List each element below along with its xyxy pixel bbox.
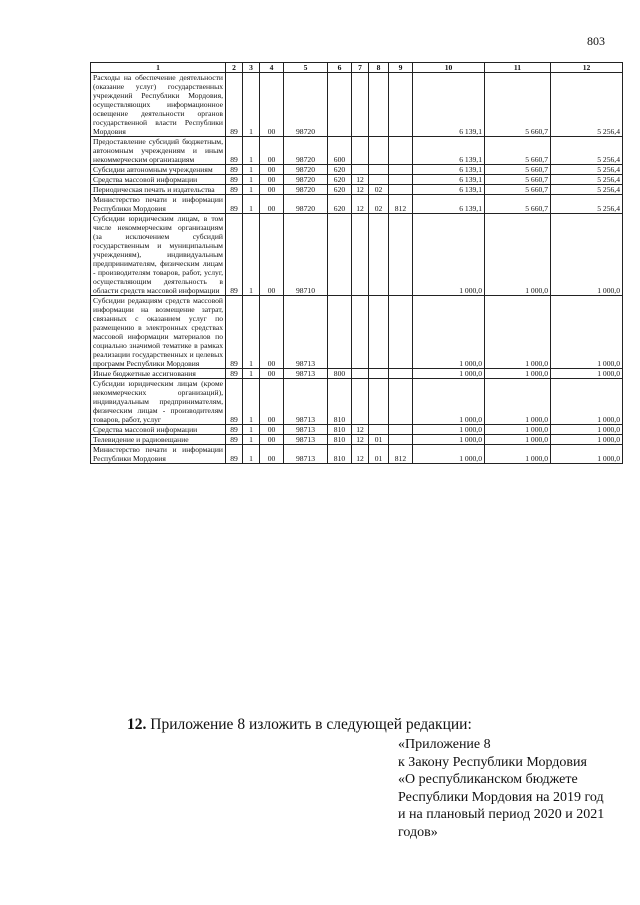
- code-cell: 00: [260, 73, 284, 137]
- code-cell: 810: [328, 425, 352, 435]
- code-cell: 00: [260, 214, 284, 296]
- code-cell: 1: [243, 195, 260, 214]
- table-row: [91, 379, 623, 425]
- code-cell: 1: [243, 214, 260, 296]
- row-name-cell: Иные бюджетные ассигнования: [91, 369, 226, 379]
- amount-2020-cell: 1 000,0: [485, 435, 551, 445]
- code-cell: 89: [226, 435, 243, 445]
- appendix-line: к Закону Республики Мордовия: [398, 754, 587, 770]
- amendment-text: Приложение 8 изложить в следующей редакции:: [150, 716, 472, 733]
- code-cell: [352, 296, 369, 369]
- column-header: 10: [413, 63, 485, 73]
- amount-2019-cell: 6 139,1: [413, 165, 485, 175]
- code-cell: [389, 165, 413, 175]
- row-name-cell: Субсидии редакциям средств массовой информации на возмещение затрат, связанных с оказанием услуг по размещению в электронных средствах массовой информации материалов по социально значимой тематике в рамках реализации государственных и целевых программ Республики Мордовия: [91, 296, 226, 369]
- code-cell: [352, 137, 369, 165]
- code-cell: 98710: [284, 214, 328, 296]
- code-cell: [352, 73, 369, 137]
- code-cell: 00: [260, 445, 284, 464]
- code-cell: 98713: [284, 425, 328, 435]
- amount-2020-cell: 5 660,7: [485, 137, 551, 165]
- table-row: [91, 195, 623, 214]
- code-cell: 98720: [284, 137, 328, 165]
- amount-2021-cell: 1 000,0: [551, 296, 623, 369]
- code-cell: 98720: [284, 185, 328, 195]
- column-header: 5: [284, 63, 328, 73]
- code-cell: 89: [226, 369, 243, 379]
- code-cell: [352, 379, 369, 425]
- code-cell: 12: [352, 445, 369, 464]
- table-row: [91, 425, 623, 435]
- code-cell: 1: [243, 379, 260, 425]
- code-cell: 89: [226, 445, 243, 464]
- appendix-heading: [398, 736, 604, 841]
- column-header: 2: [226, 63, 243, 73]
- code-cell: 620: [328, 195, 352, 214]
- code-cell: [369, 379, 389, 425]
- amount-2020-cell: 1 000,0: [485, 369, 551, 379]
- code-cell: 98720: [284, 73, 328, 137]
- amount-2020-cell: 1 000,0: [485, 214, 551, 296]
- amendment-number: 12.: [127, 716, 147, 733]
- code-cell: 98713: [284, 369, 328, 379]
- code-cell: 810: [328, 445, 352, 464]
- code-cell: [369, 296, 389, 369]
- code-cell: 812: [389, 445, 413, 464]
- amount-2019-cell: 1 000,0: [413, 435, 485, 445]
- budget-table: [90, 62, 623, 464]
- code-cell: 1: [243, 165, 260, 175]
- amount-2019-cell: 1 000,0: [413, 445, 485, 464]
- code-cell: [389, 137, 413, 165]
- code-cell: 12: [352, 425, 369, 435]
- code-cell: 00: [260, 296, 284, 369]
- amount-2020-cell: 1 000,0: [485, 379, 551, 425]
- code-cell: 1: [243, 73, 260, 137]
- table-row: [91, 137, 623, 165]
- code-cell: 1: [243, 445, 260, 464]
- amount-2019-cell: 1 000,0: [413, 425, 485, 435]
- amount-2019-cell: 6 139,1: [413, 195, 485, 214]
- code-cell: 12: [352, 175, 369, 185]
- amount-2020-cell: 5 660,7: [485, 195, 551, 214]
- code-cell: [369, 165, 389, 175]
- code-cell: 89: [226, 195, 243, 214]
- row-name-cell: Предоставление субсидий бюджетным, автономным учреждениям и иным некоммерческим организациям: [91, 137, 226, 165]
- code-cell: 98720: [284, 165, 328, 175]
- amount-2021-cell: 1 000,0: [551, 379, 623, 425]
- amount-2019-cell: 6 139,1: [413, 185, 485, 195]
- appendix-line: годов»: [398, 824, 438, 840]
- code-cell: 00: [260, 369, 284, 379]
- appendix-line: «О республиканском бюджете: [398, 772, 578, 787]
- code-cell: 1: [243, 435, 260, 445]
- amount-2019-cell: 6 139,1: [413, 175, 485, 185]
- code-cell: 01: [369, 445, 389, 464]
- table-row: [91, 369, 623, 379]
- amount-2019-cell: 6 139,1: [413, 137, 485, 165]
- code-cell: 1: [243, 369, 260, 379]
- code-cell: 812: [389, 195, 413, 214]
- code-cell: [328, 214, 352, 296]
- code-cell: 00: [260, 165, 284, 175]
- code-cell: [352, 165, 369, 175]
- table-header-row: [91, 63, 623, 73]
- code-cell: [369, 369, 389, 379]
- code-cell: 98713: [284, 296, 328, 369]
- code-cell: 00: [260, 435, 284, 445]
- row-name-cell: Субсидии юридическим лицам (кроме некоммерческих организаций), индивидуальным предпринимателям, физическим лицам - производителям товаров, работ, услуг: [91, 379, 226, 425]
- appendix-line: и на плановый период 2020 и 2021: [398, 807, 605, 822]
- code-cell: [389, 185, 413, 195]
- amount-2020-cell: 5 660,7: [485, 175, 551, 185]
- table-row: [91, 165, 623, 175]
- row-name-cell: Министерство печати и информации Республики Мордовия: [91, 445, 226, 464]
- code-cell: [389, 425, 413, 435]
- code-cell: [352, 214, 369, 296]
- code-cell: 1: [243, 185, 260, 195]
- code-cell: 98720: [284, 175, 328, 185]
- code-cell: [352, 369, 369, 379]
- code-cell: 620: [328, 165, 352, 175]
- code-cell: 89: [226, 214, 243, 296]
- row-name-cell: Средства массовой информации: [91, 425, 226, 435]
- code-cell: [369, 137, 389, 165]
- table-row: [91, 435, 623, 445]
- amount-2019-cell: 6 139,1: [413, 73, 485, 137]
- row-name-cell: Субсидии автономным учреждениям: [91, 165, 226, 175]
- amount-2021-cell: 1 000,0: [551, 214, 623, 296]
- amount-2021-cell: 1 000,0: [551, 369, 623, 379]
- code-cell: 00: [260, 137, 284, 165]
- amount-2021-cell: 5 256,4: [551, 73, 623, 137]
- code-cell: 89: [226, 379, 243, 425]
- code-cell: [328, 73, 352, 137]
- row-name-cell: Министерство печати и информации Республики Мордовия: [91, 195, 226, 214]
- code-cell: 89: [226, 137, 243, 165]
- code-cell: [389, 175, 413, 185]
- row-name-cell: Расходы на обеспечение деятельности (оказание услуг) государственных учреждений Республики Мордовия, осуществляющих информационное освещение деятельности органов государственной власти Республики Мордовия: [91, 73, 226, 137]
- code-cell: 02: [369, 185, 389, 195]
- code-cell: 12: [352, 185, 369, 195]
- table-row: [91, 445, 623, 464]
- amount-2020-cell: 1 000,0: [485, 445, 551, 464]
- table-row: [91, 73, 623, 137]
- code-cell: 89: [226, 425, 243, 435]
- code-cell: 1: [243, 296, 260, 369]
- code-cell: 01: [369, 435, 389, 445]
- code-cell: [389, 296, 413, 369]
- code-cell: 1: [243, 175, 260, 185]
- amount-2021-cell: 1 000,0: [551, 425, 623, 435]
- code-cell: 98720: [284, 195, 328, 214]
- code-cell: 600: [328, 137, 352, 165]
- code-cell: 89: [226, 73, 243, 137]
- code-cell: 620: [328, 175, 352, 185]
- amount-2020-cell: 1 000,0: [485, 296, 551, 369]
- amount-2021-cell: 5 256,4: [551, 175, 623, 185]
- code-cell: 1: [243, 425, 260, 435]
- amount-2020-cell: 1 000,0: [485, 425, 551, 435]
- code-cell: 89: [226, 296, 243, 369]
- row-name-cell: Телевидение и радиовещание: [91, 435, 226, 445]
- code-cell: 98713: [284, 445, 328, 464]
- table-row: [91, 175, 623, 185]
- code-cell: 02: [369, 195, 389, 214]
- column-header: 11: [485, 63, 551, 73]
- code-cell: 89: [226, 175, 243, 185]
- code-cell: 89: [226, 185, 243, 195]
- code-cell: 00: [260, 425, 284, 435]
- amount-2021-cell: 1 000,0: [551, 445, 623, 464]
- column-header: 7: [352, 63, 369, 73]
- code-cell: 98713: [284, 435, 328, 445]
- amount-2019-cell: 1 000,0: [413, 296, 485, 369]
- code-cell: [389, 369, 413, 379]
- code-cell: [369, 425, 389, 435]
- code-cell: [369, 175, 389, 185]
- amount-2021-cell: 5 256,4: [551, 195, 623, 214]
- row-name-cell: Средства массовой информации: [91, 175, 226, 185]
- appendix-line: «Приложение 8: [398, 737, 491, 752]
- code-cell: 00: [260, 185, 284, 195]
- amount-2019-cell: 1 000,0: [413, 214, 485, 296]
- appendix-line: Республики Мордовия на 2019 год: [398, 789, 604, 805]
- column-header: 3: [243, 63, 260, 73]
- amount-2019-cell: 1 000,0: [413, 379, 485, 425]
- code-cell: 98713: [284, 379, 328, 425]
- code-cell: 00: [260, 195, 284, 214]
- code-cell: 00: [260, 175, 284, 185]
- amount-2020-cell: 5 660,7: [485, 185, 551, 195]
- column-header: 9: [389, 63, 413, 73]
- amount-2020-cell: 5 660,7: [485, 165, 551, 175]
- code-cell: 89: [226, 165, 243, 175]
- code-cell: 800: [328, 369, 352, 379]
- amendment-heading: [127, 716, 472, 734]
- code-cell: [369, 73, 389, 137]
- amount-2021-cell: 5 256,4: [551, 137, 623, 165]
- table-row: [91, 296, 623, 369]
- column-header: 4: [260, 63, 284, 73]
- page-number: 803: [587, 34, 605, 48]
- table-row: [91, 185, 623, 195]
- code-cell: [389, 435, 413, 445]
- code-cell: [389, 214, 413, 296]
- row-name-cell: Периодическая печать и издательства: [91, 185, 226, 195]
- column-header: 1: [91, 63, 226, 73]
- code-cell: [389, 379, 413, 425]
- amount-2019-cell: 1 000,0: [413, 369, 485, 379]
- code-cell: [389, 73, 413, 137]
- table-row: [91, 214, 623, 296]
- code-cell: 620: [328, 185, 352, 195]
- column-header: 8: [369, 63, 389, 73]
- code-cell: [369, 214, 389, 296]
- code-cell: 810: [328, 379, 352, 425]
- code-cell: 12: [352, 435, 369, 445]
- column-header: 6: [328, 63, 352, 73]
- amount-2021-cell: 5 256,4: [551, 185, 623, 195]
- row-name-cell: Субсидии юридическим лицам, в том числе некоммерческим организациям (за исключением субсидий государственным и муниципальным учреждениям), индивидуальным предпринимателям, физическим лицам - производителям товаров, работ, услуг, осуществляющим деятельность в области средств массовой информации: [91, 214, 226, 296]
- amount-2021-cell: 1 000,0: [551, 435, 623, 445]
- code-cell: 12: [352, 195, 369, 214]
- column-header: 12: [551, 63, 623, 73]
- amount-2021-cell: 5 256,4: [551, 165, 623, 175]
- amount-2020-cell: 5 660,7: [485, 73, 551, 137]
- code-cell: 810: [328, 435, 352, 445]
- code-cell: 00: [260, 379, 284, 425]
- code-cell: 1: [243, 137, 260, 165]
- code-cell: [328, 296, 352, 369]
